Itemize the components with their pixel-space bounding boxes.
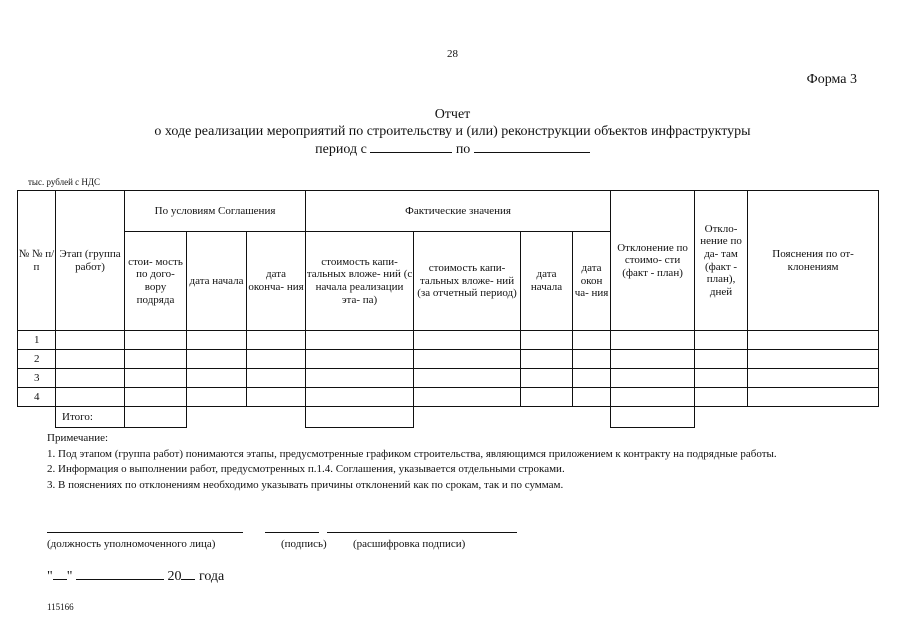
table-cell[interactable] (748, 369, 879, 388)
year-suffix: года (198, 569, 225, 584)
table-cell[interactable] (573, 350, 611, 369)
total-agr-cost-cell[interactable] (125, 407, 187, 428)
table-cell[interactable] (611, 388, 695, 407)
year-prefix: 20 (167, 569, 182, 584)
year-blank[interactable] (181, 578, 195, 580)
table-cell[interactable] (125, 369, 187, 388)
month-blank[interactable] (76, 578, 164, 580)
note-item: 1. Под этапом (группа работ) понимаются этапы, предусмотренные графиком строительства, являющимся приложением к контракту на подрядные работы. (47, 447, 777, 460)
table-cell[interactable] (414, 388, 521, 407)
total-dev-cost-cell[interactable] (611, 407, 695, 428)
notes-section (47, 431, 867, 493)
table-cell[interactable] (748, 350, 879, 369)
table-cell[interactable] (56, 369, 125, 388)
table-cell[interactable] (573, 369, 611, 388)
table-cell[interactable] (56, 331, 125, 350)
row-number: 1 (18, 331, 56, 350)
date-line (47, 569, 224, 585)
total-spacer (695, 407, 879, 428)
col-header-stage: Этап (группа работ) (56, 191, 125, 331)
total-spacer (18, 407, 56, 428)
report-subtitle: о ходе реализации мероприятий по строительству и (или) реконструкции объектов инфраструктуры (154, 124, 751, 139)
date-quote-open: " (47, 569, 53, 584)
row-number: 3 (18, 369, 56, 388)
table-cell[interactable] (695, 388, 748, 407)
report-table (17, 190, 879, 428)
decoding-caption: (расшифровка подписи) (353, 538, 466, 550)
table-row (18, 331, 879, 350)
col-header-number: № № п/п (18, 191, 56, 331)
group-header-agreement: По условиям Соглашения (125, 191, 306, 232)
period-prefix: период с (315, 142, 367, 157)
units-note: тыс. рублей с НДС (28, 177, 101, 187)
table-cell[interactable] (125, 350, 187, 369)
total-spacer (187, 407, 306, 428)
signature-sign-line[interactable] (265, 531, 319, 533)
day-blank[interactable] (53, 578, 67, 580)
table-cell[interactable] (521, 350, 573, 369)
table-row (18, 350, 879, 369)
doc-number: 115166 (47, 602, 74, 612)
col-header-act-cost-total: стоимость капи- тальных вложе- ний (с начала реализации эта- па) (306, 232, 414, 331)
row-number: 4 (18, 388, 56, 407)
period-middle: по (455, 142, 471, 157)
table-cell[interactable] (573, 331, 611, 350)
position-caption: (должность уполномоченного лица) (47, 538, 216, 550)
note-item: 2. Информация о выполнении работ, предусмотренных п.1.4. Соглашения, указывается отдельными строками. (47, 463, 565, 475)
col-header-dev-dates: Откло- нение по да- там (факт - план), дней (695, 191, 748, 331)
table-cell[interactable] (414, 350, 521, 369)
table-cell[interactable] (247, 331, 306, 350)
row-number: 2 (18, 350, 56, 369)
table-cell[interactable] (611, 369, 695, 388)
form-label: Форма 3 (806, 72, 857, 87)
col-header-act-cost-period: стоимость капи- тальных вложе- ний (за отчетный период) (414, 232, 521, 331)
table-cell[interactable] (611, 331, 695, 350)
col-header-act-start: дата начала (521, 232, 573, 331)
total-act-cost-cell[interactable] (306, 407, 414, 428)
table-cell[interactable] (187, 369, 247, 388)
period-end-blank[interactable] (474, 151, 590, 153)
table-cell[interactable] (695, 350, 748, 369)
signature-caption: (подпись) (281, 538, 327, 550)
table-cell[interactable] (247, 369, 306, 388)
report-period (0, 142, 905, 158)
table-row (18, 388, 879, 407)
table-cell[interactable] (521, 331, 573, 350)
table-cell[interactable] (695, 331, 748, 350)
notes-heading: Примечание: (47, 432, 109, 444)
table-body (18, 331, 879, 407)
table-cell[interactable] (414, 331, 521, 350)
col-header-agr-end: дата оконча- ния (247, 232, 306, 331)
table-cell[interactable] (306, 369, 414, 388)
table-cell[interactable] (187, 388, 247, 407)
table-cell[interactable] (414, 369, 521, 388)
table-cell[interactable] (748, 388, 879, 407)
table-cell[interactable] (573, 388, 611, 407)
total-spacer (414, 407, 611, 428)
table-cell[interactable] (306, 350, 414, 369)
position-sign-line[interactable] (47, 531, 243, 533)
decoding-sign-line[interactable] (327, 531, 517, 533)
table-cell[interactable] (748, 331, 879, 350)
table-cell[interactable] (521, 369, 573, 388)
total-label: Итого: (56, 407, 125, 428)
table-cell[interactable] (187, 331, 247, 350)
report-title: Отчет (434, 107, 471, 122)
table-cell[interactable] (56, 388, 125, 407)
table-cell[interactable] (306, 331, 414, 350)
col-header-act-end: дата окон ча- ния (573, 232, 611, 331)
group-header-actual: Фактические значения (306, 191, 611, 232)
table-cell[interactable] (695, 369, 748, 388)
page-number: 28 (447, 48, 458, 60)
table-cell[interactable] (125, 388, 187, 407)
col-header-dev-cost: Отклонение по стоимо- сти (факт - план) (611, 191, 695, 331)
table-cell[interactable] (187, 350, 247, 369)
table-cell[interactable] (611, 350, 695, 369)
table-cell[interactable] (56, 350, 125, 369)
table-cell[interactable] (125, 331, 187, 350)
note-item: 3. В пояснениях по отклонениям необходимо указывать причины отклонений как по срокам, так и по суммам. (47, 478, 564, 491)
table-row (18, 369, 879, 388)
col-header-agr-cost: стои- мость по дого- вору подряда (125, 232, 187, 331)
table-cell[interactable] (521, 388, 573, 407)
col-header-explanation: Пояснения по от- клонениям (748, 191, 879, 331)
date-quote-close: " (66, 569, 73, 584)
table-cell[interactable] (247, 388, 306, 407)
col-header-agr-start: дата начала (187, 232, 247, 331)
period-start-blank[interactable] (370, 151, 452, 153)
table-cell[interactable] (247, 350, 306, 369)
table-cell[interactable] (306, 388, 414, 407)
